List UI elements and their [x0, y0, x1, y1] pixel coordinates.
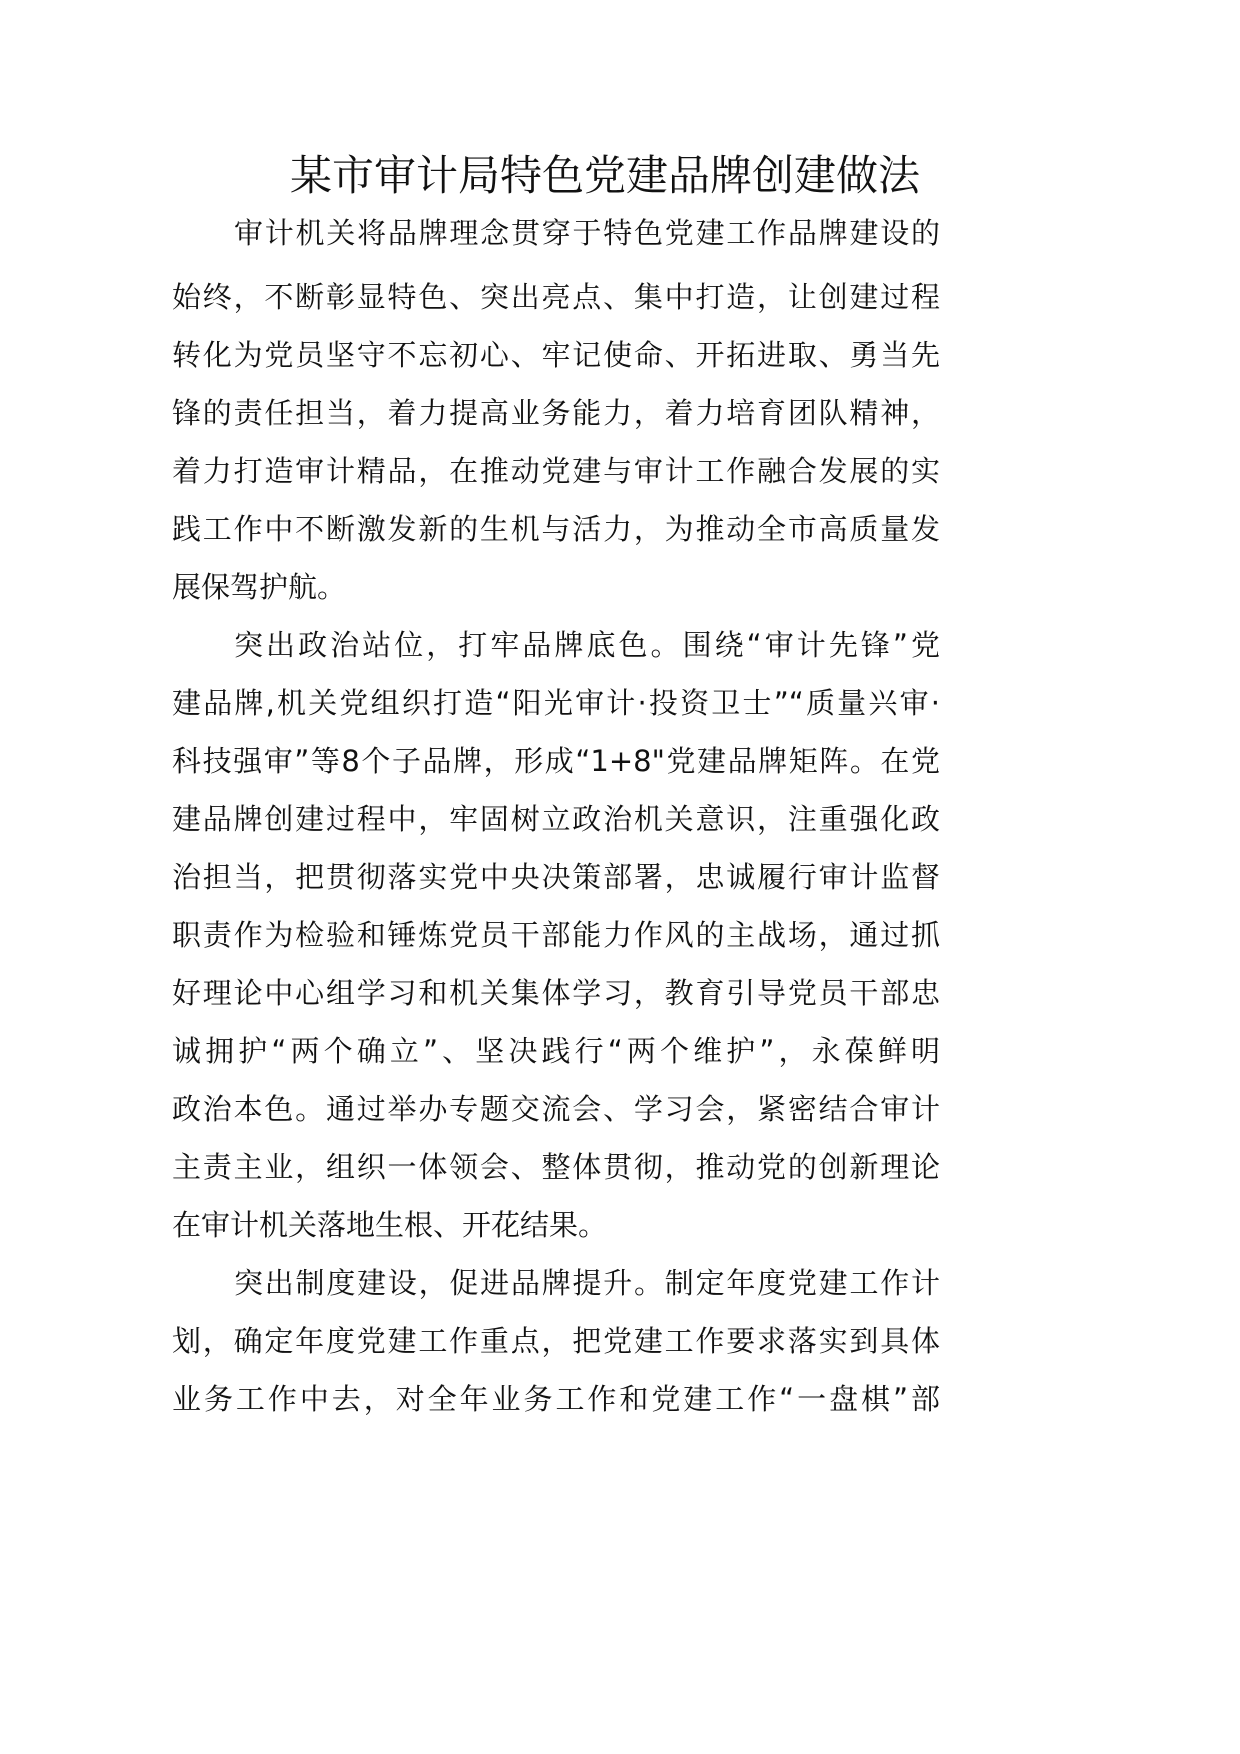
text-line: 政治本色。通过举办专题交流会、学习会，紧密结合审计: [172, 1092, 940, 1126]
document-title: 某市审计局特色党建品牌创建做法: [290, 151, 921, 200]
paragraph-political-stance: [172, 616, 940, 1254]
text-line: 业务工作中去，对全年业务工作和党建工作“一盘棋”部: [172, 1382, 940, 1416]
document-body: [172, 204, 940, 1428]
text-line: 好理论中心组学习和机关集体学习，教育引导党员干部忠: [172, 976, 940, 1010]
text-line: 建品牌,机关党组织打造“阳光审计·投资卫士”“质量兴审·: [172, 686, 940, 720]
text-line: 建品牌创建过程中，牢固树立政治机关意识，注重强化政: [172, 802, 940, 836]
paragraph-intro: [172, 204, 940, 616]
text-line: 科技强审”等8个子品牌，形成“1+8"党建品牌矩阵。在党: [172, 744, 940, 778]
text-line: 始终，不断彰显特色、突出亮点、集中打造，让创建过程: [172, 280, 940, 314]
text-line: 转化为党员坚守不忘初心、牢记使命、开拓进取、勇当先: [172, 338, 940, 372]
text-line: 主责主业，组织一体领会、整体贯彻，推动党的创新理论: [172, 1150, 940, 1184]
text-line: 展保驾护航。: [172, 570, 347, 604]
text-line: 治担当，把贯彻落实党中央决策部署，忠诚履行审计监督: [172, 860, 940, 894]
text-line: 划，确定年度党建工作重点，把党建工作要求落实到具体: [172, 1324, 940, 1358]
text-line: 锋的责任担当，着力提高业务能力，着力培育团队精神，: [172, 396, 940, 430]
text-line: 在审计机关落地生根、开花结果。: [172, 1208, 608, 1242]
paragraph-system-building: [172, 1254, 940, 1428]
text-line: 诚拥护“两个确立”、坚决践行“两个维护”，永葆鲜明: [172, 1034, 940, 1068]
text-line: 职责作为检验和锤炼党员干部能力作风的主战场，通过抓: [172, 918, 940, 952]
text-line: 审计机关将品牌理念贯穿于特色党建工作品牌建设的: [234, 216, 940, 250]
text-line: 着力打造审计精品，在推动党建与审计工作融合发展的实: [172, 454, 940, 488]
text-line: 践工作中不断激发新的生机与活力，为推动全市高质量发: [172, 512, 940, 546]
text-line: 突出政治站位，打牢品牌底色。围绕“审计先锋”党: [234, 628, 940, 662]
text-line: 突出制度建设，促进品牌提升。制定年度党建工作计: [234, 1266, 940, 1300]
